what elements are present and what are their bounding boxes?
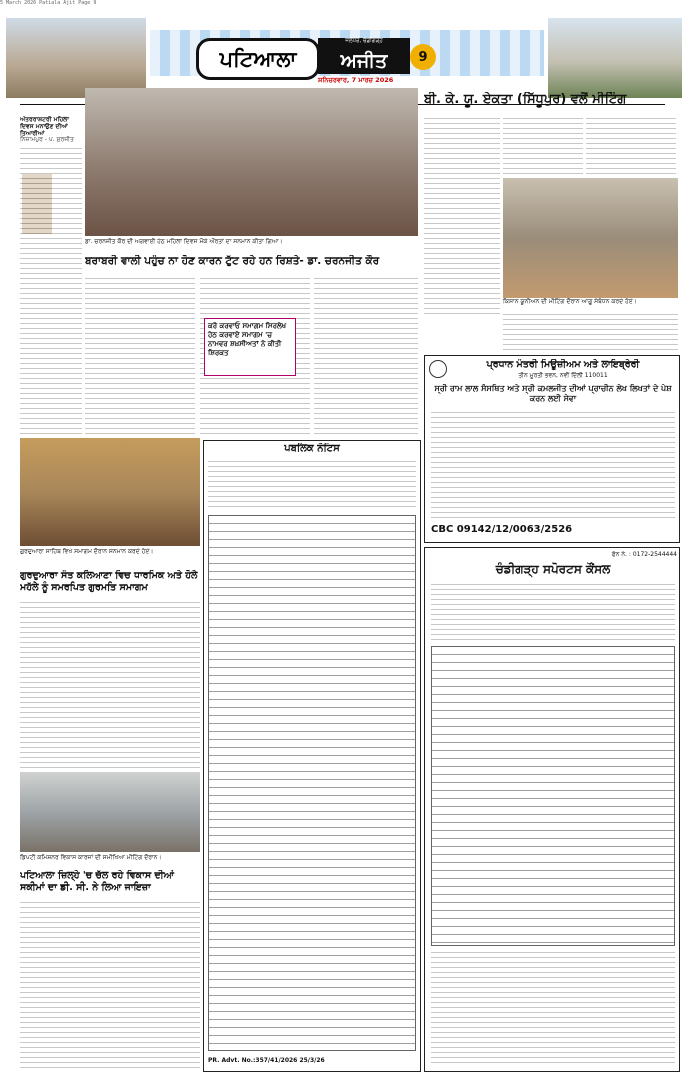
library-sub: ਤੀਨ ਮੂਰਤੀ ਭਵਨ, ਨਵੀਂ ਦਿੱਲੀ 110011 [518,372,608,379]
lead-body-col1 [85,276,195,436]
paper-name: ਅਜੀਤ [318,38,410,74]
bku-body-col3 [586,116,676,176]
print-slug: 5 March 2026 Patiala Ajit Page 9 [0,0,97,6]
gurdwara-body [20,600,200,770]
quote-text: ਕਰੋ ਕਰਵਾਓ ਸਮਾਗਮ ਸਿਰਲੇਖ ਹੇਠ ਕਰਵਾਏ ਸਮਾਗਮ 'ਚ ਨਾਮਵਰ ਸ਼ਖ਼ਸੀਅਤਾਂ ਨੇ ਕੀਤੀ ਸ਼ਿਰਕਤ [208,322,287,357]
left-body-text [20,146,82,436]
district-photo [20,772,200,852]
council-title: ਚੰਡੀਗੜ੍ਹ ਸਪੋਰਟਸ ਕੌਂਸਲ [495,562,611,576]
quote-box [204,318,296,376]
landmark-photo [548,18,682,98]
lead-body-col3 [314,276,418,436]
council-intro [431,582,675,642]
district-caption: ਡਿਪਟੀ ਕਮਿਸ਼ਨਰ ਵਿਕਾਸ ਕਾਰਜਾਂ ਦੀ ਸਮੀਖਿਆ ਮੀਟਿੰਗ ਦੌਰਾਨ। [20,854,162,861]
public-notice-intro [208,459,416,511]
page-number: 9 [410,44,436,70]
bku-body-col2 [503,116,583,176]
date-line: ਸ਼ਨਿਚਰਵਾਰ, 7 ਮਾਰਚ 2026 [318,76,394,84]
council-table [431,646,675,946]
paper-city: ਜਲੰਧਰ, ਚੰਡੀਗੜ੍ਹ [345,38,383,44]
bku-body-tail [503,312,678,352]
cbc-code: CBC 09142/12/0063/2526 [431,524,573,535]
gurdwara-headline: ਗੁਰਦੁਆਰਾ ਸੰਤ ਕਲਿਆਣਾ ਵਿਚ ਧਾਰਮਿਕ ਅਤੇ ਹੋਲੇ ਮਹੱਲੇ ਨੂੰ ਸਮਰਪਿਤ ਗੁਰਮਤਿ ਸਮਾਗਮ [20,570,198,593]
council-phone: ਫੋਨ ਨੰ. : 0172-2544444 [611,551,677,558]
bku-body-col1 [424,116,500,316]
public-notice-title: ਪਬਲਿਕ ਨੋਟਿਸ [284,443,340,454]
bku-headline: ਬੀ. ਕੇ. ਯੂ. ਏਕਤਾ (ਸਿੱਧੂਪੁਰ) ਵਲੋਂ ਮੀਟਿੰਗ [424,92,627,107]
left-kicker: ਅੰਤਰਰਾਸ਼ਟਰੀ ਮਹਿਲਾ ਦਿਵਸ ਮਨਾਉਣ ਦੀਆਂ ਤਿਆਰੀਆਂ [20,116,69,136]
public-notice-table [208,515,416,1051]
council-footer-text [431,950,675,1066]
lead-photo [85,88,418,236]
public-notice [203,440,421,1072]
bku-photo [503,178,678,298]
library-notice [424,355,680,543]
left-byline: ਨਿਜ਼ਾਮਪੁਰ - ਪ. ਸੁਰਜੀਤ [20,136,74,143]
public-notice-footer: PR. Advt. No.:357/41/2026 25/3/26 [208,1057,325,1064]
library-title: ਪ੍ਰਧਾਨ ਮੰਤਰੀ ਮਿਊਜ਼ੀਅਮ ਅਤੇ ਲਾਇਬ੍ਰੇਰੀ [486,359,640,370]
library-heading: ਸ੍ਰੀ ਰਾਮ ਲਾਲ ਸੰਸਥਿਤ ਅਤੇ ਸ੍ਰੀ ਕਮਲਜੀਤ ਦੀਆਂ ਪ੍ਰਾਚੀਨ ਲੇਖ ਲਿਖਤਾਂ ਦੇ ਪੇਸ਼ ਕਰਨ ਲਈ ਸੇਵਾ [434,384,672,403]
gurdwara-photo [20,438,200,546]
council-notice [424,547,680,1072]
district-headline: ਪਟਿਆਲਾ ਜ਼ਿਲ੍ਹੇ 'ਚ ਚੱਲ ਰਹੇ ਵਿਕਾਸ ਦੀਆਂ ਸਕੀਮਾਂ ਦਾ ਡੀ. ਸੀ. ਨੇ ਲਿਆ ਜਾਇਜ਼ਾ [20,870,175,893]
lead-caption: ਡਾ. ਚਰਨਜੀਤ ਕੌਰ ਦੀ ਅਗਵਾਈ ਹੇਠ ਮਹਿਲਾ ਦਿਵਸ ਮੌਕੇ ਔਰਤਾਂ ਦਾ ਸਨਮਾਨ ਕੀਤਾ ਗਿਆ। [85,238,283,245]
emblem-icon [429,360,447,378]
library-body [431,410,675,520]
district-body [20,900,200,1070]
bku-caption: ਕਿਸਾਨ ਯੂਨੀਅਨ ਦੀ ਮੀਟਿੰਗ ਦੌਰਾਨ ਆਗੂ ਸੰਬੋਧਨ ਕਰਦੇ ਹੋਏ। [503,298,637,305]
section-title: ਪਟਿਆਲਾ [196,38,320,80]
gurdwara-caption: ਗੁਰਦੁਆਰਾ ਸਾਹਿਬ ਵਿਖੇ ਸਮਾਗਮ ਦੌਰਾਨ ਸਨਮਾਨ ਕਰਦੇ ਹੋਏ। [20,548,154,555]
lead-headline: ਬਰਾਬਰੀ ਵਾਲੀ ਪਹੁੰਚ ਨਾ ਹੋਣ ਕਾਰਨ ਟੁੱਟ ਰਹੇ ਹਨ ਰਿਸ਼ਤੇ- ਡਾ. ਚਰਨਜੀਤ ਕੌਰ [85,255,380,267]
heritage-building-photo [6,18,146,98]
